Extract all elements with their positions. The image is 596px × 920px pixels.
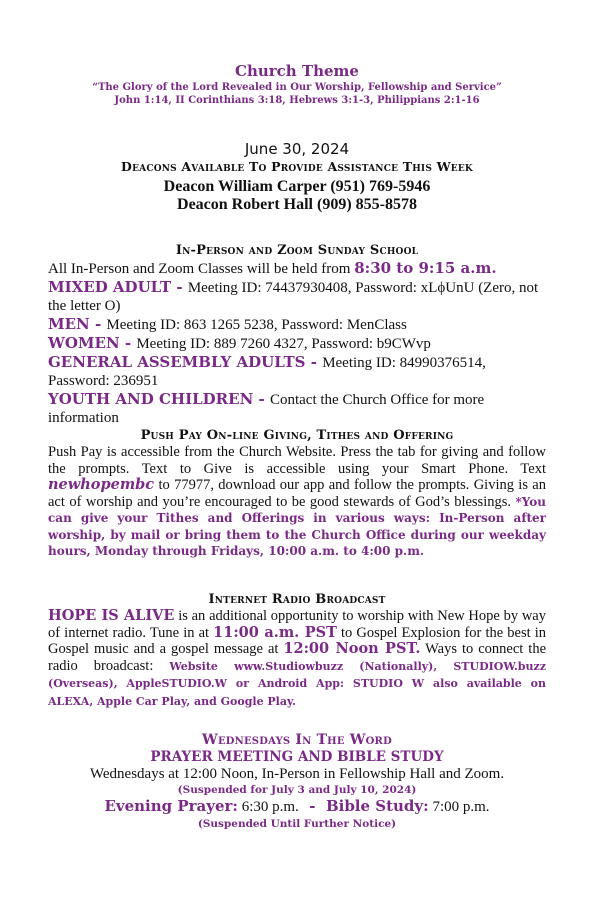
deacon-1: Deacon William Carper (951) 769-5946 — [163, 178, 431, 195]
bulletin-date: June 30, 2024 — [244, 140, 350, 158]
sunday-school-section — [48, 243, 546, 427]
giving-body: Push Pay is accessible from the Church Website. Press the tab for giving and follow the prompts. Text to Give is accessible using your Smart Phone. Text newhopembc to 77977, download our app and follow the prompts. Giving is an act of worship and you’re encouraged to be good stewards of God’s blessings. *You can give your Tithes and Offerings in various ways: In-Person after worship, by mail or bring them to the Church Office during our weekday hours, Monday through Fridays, 10:00 a.m. to 4:00 p.m. — [48, 444, 546, 558]
wednesday-subheading: PRAYER MEETING AND BIBLE STUDY — [150, 749, 444, 765]
theme-quote: “The Glory of the Lord Revealed in Our Worship, Fellowship and Service” — [92, 82, 502, 93]
radio-connect-options: Website www.Studiowbuzz (Nationally), STUDIOW.buzz (Overseas), AppleSTUDIO.W or Android App: STUDIO W also available on ALEXA, Apple Car Play, and Google Play. — [48, 659, 546, 708]
wednesday-heading: Wednesdays In The Word — [202, 732, 392, 748]
theme-section — [48, 62, 546, 107]
giving-note: *You can give your Tithes and Offerings in various ways: In-Person after worship, by mail or bring them to the Church Office during our weekday hours, Monday through Fridays, 10:00 a.m. to 4:00 p.m. — [48, 494, 546, 558]
radio-time-2: 12:00 Noon PST. — [283, 640, 421, 657]
giving-section — [48, 428, 546, 560]
wednesday-schedule: Wednesdays at 12:00 Noon, In-Person in Fellowship Hall and Zoom. — [89, 766, 505, 782]
sunday-school-heading: In-Person and Zoom Sunday School — [175, 243, 419, 258]
radio-body: HOPE IS ALIVE is an additional opportunity to worship with New Hope by way of internet radio. Tune in at 11:00 a.m. PST to Gospel Explosion for the best in Gospel music and a gospel message at 12:00 Noon PST. Ways to connect the radio broadcast: Website www.Studiowbuzz (Nationally), STUDIOW.buzz (Overseas), AppleSTUDIO.W or Android App: STUDIO W also available on ALEXA, Apple Car Play, and Google Play. — [48, 607, 546, 708]
wednesday-suspended-2: (Suspended Until Further Notice) — [197, 818, 397, 830]
sunday-school-intro: All In-Person and Zoom Classes will be held from 8:30 to 9:15 a.m. — [48, 259, 497, 277]
radio-section — [48, 592, 546, 710]
theme-title: Church Theme — [235, 62, 359, 80]
class-general-assembly: GENERAL ASSEMBLY ADULTS - Meeting ID: 84990376514, Password: 236951 — [48, 353, 486, 389]
deacons-heading: Deacons Available To Provide Assistance This Week — [121, 159, 473, 174]
radio-heading: Internet Radio Broadcast — [208, 592, 386, 607]
sunday-school-time: 8:30 to 9:15 a.m. — [354, 259, 497, 277]
class-men: MEN - Meeting ID: 863 1265 5238, Password: MenClass — [48, 315, 407, 333]
wednesday-section — [48, 732, 546, 831]
deacons-section — [48, 140, 546, 214]
wednesday-suspended-1: (Suspended for July 3 and July 10, 2024) — [177, 784, 417, 796]
radio-time-1: 11:00 a.m. PST — [213, 623, 337, 641]
deacon-2: Deacon Robert Hall (909) 855-8578 — [177, 196, 417, 213]
evening-prayer-label: Evening Prayer: — [104, 797, 238, 815]
bible-study-label: Bible Study: — [325, 797, 429, 815]
class-women: WOMEN - Meeting ID: 889 7260 4327, Password: b9CWvp — [48, 334, 431, 352]
theme-scriptures: John 1:14, II Corinthians 3:18, Hebrews 3:1-3, Philippians 2:1-16 — [114, 95, 480, 106]
giving-heading: Push Pay On-line Giving, Tithes and Offering — [140, 428, 454, 443]
class-mixed-adult: MIXED ADULT - Meeting ID: 74437930408, Password: xLϕUnU (Zero, not the letter O) — [48, 278, 539, 314]
wednesday-times: Evening Prayer: 6:30 p.m. - Bible Study: 7:00 p.m. — [104, 797, 490, 815]
radio-lead: HOPE IS ALIVE — [48, 607, 175, 624]
text-keyword: newhopembc — [48, 476, 155, 493]
class-youth-children: YOUTH AND CHILDREN - Contact the Church Office for more information — [48, 390, 485, 426]
